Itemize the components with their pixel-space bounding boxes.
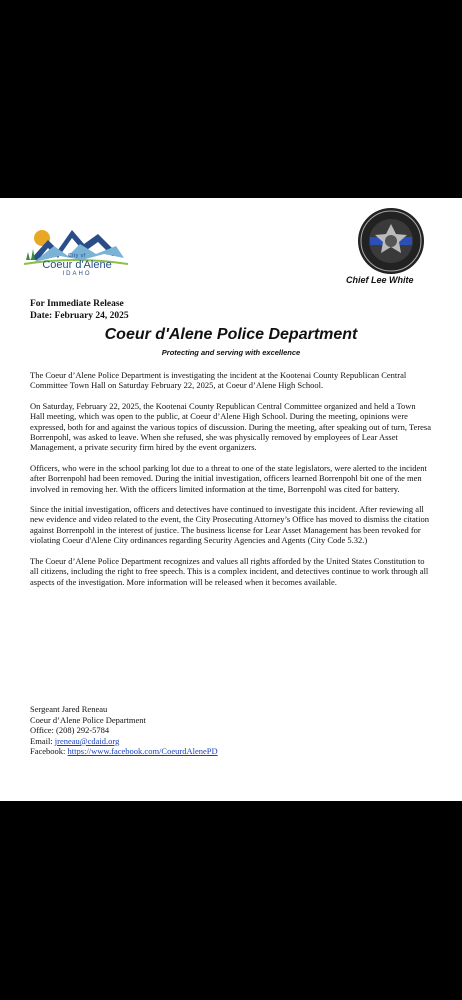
release-info xyxy=(30,298,129,322)
office-label: Office: xyxy=(30,725,57,736)
paragraph: Since the initial investigation, officers and detectives have continued to investigate this incident. After reviewing all new evidence and video related to the event, the City Prosecuting Attorney’s Office has moved to dismiss the citation against Borrenpohl in the interest of justice. The business license for Lear Asset Management has been revoked for violating Coeur d'Alene City ordinances regarding Security Agencies and Agents (City Code 5.32.) xyxy=(30,504,430,546)
city-name: Coeur d'Alene xyxy=(42,259,112,271)
email-link[interactable]: jreneau@cdaid.org xyxy=(54,735,120,746)
chief-name: Chief Lee White xyxy=(346,275,414,285)
office-phone: (208) 292-5784 xyxy=(56,725,110,736)
paragraph: Officers, who were in the school parking lot due to a threat to one of the state legislators, were alerted to the incident after Borrenpohl had been removed. During the initial investigation, officers learned Borrenpohl bit one of the men involved in removing her. With the officers limited information at the time, Borrenpohl was cited for battery. xyxy=(30,462,427,494)
release-label: For Immediate Release xyxy=(30,299,124,309)
city-state: IDAHO xyxy=(62,271,92,277)
contact-facebook xyxy=(30,746,218,757)
release-body xyxy=(30,370,432,597)
press-release-page xyxy=(0,198,462,801)
paragraph: On Saturday, February 22, 2025, the Kootenai County Republican Central Committee organized and held a Town Hall meeting, which was open to the public, at Coeur d’Alene High School. During the meeting, opinions were expressed, both for and against the various topics of discussion. During the meeting, after speaking out of turn, Teresa Borrenpohl, was asked to leave. When she refused, she was physically removed by employees of Lear Asset Management, a private security firm hired by the event organizers. xyxy=(30,400,432,453)
paragraph: The Coeur d’Alene Police Department is investigating the incident at the Kootenai County Republican Central Committee Town Hall on Saturday February 22, 2025, at Coeur d’Alene High School. xyxy=(30,370,407,391)
city-of-label: City of xyxy=(68,253,86,259)
facebook-link[interactable]: https://www.facebook.com/CoeurdAlenePD xyxy=(67,746,218,757)
email-label: Email: xyxy=(30,735,55,746)
facebook-label: Facebook: xyxy=(30,746,68,757)
department-title: Coeur d'Alene Police Department xyxy=(104,326,358,343)
department-tagline: Protecting and serving with excellence xyxy=(161,348,301,357)
contact-name: Sergeant Jared Reneau xyxy=(30,704,108,714)
contact-signature xyxy=(30,704,218,757)
city-logo-text xyxy=(22,253,132,278)
paragraph: The Coeur d’Alene Police Department recognizes and values all rights afforded by the United States Constitution to all citizens, including the right to free speech. This is a complex incident, and detectives continue to work through all aspects of the investigation. More information will be released when it becomes available. xyxy=(30,555,429,587)
contact-office xyxy=(30,725,218,736)
police-badge-icon xyxy=(356,206,426,276)
release-date: Date: February 24, 2025 xyxy=(30,311,129,321)
contact-department: Coeur d’Alene Police Department xyxy=(30,714,146,725)
contact-email xyxy=(30,736,218,747)
